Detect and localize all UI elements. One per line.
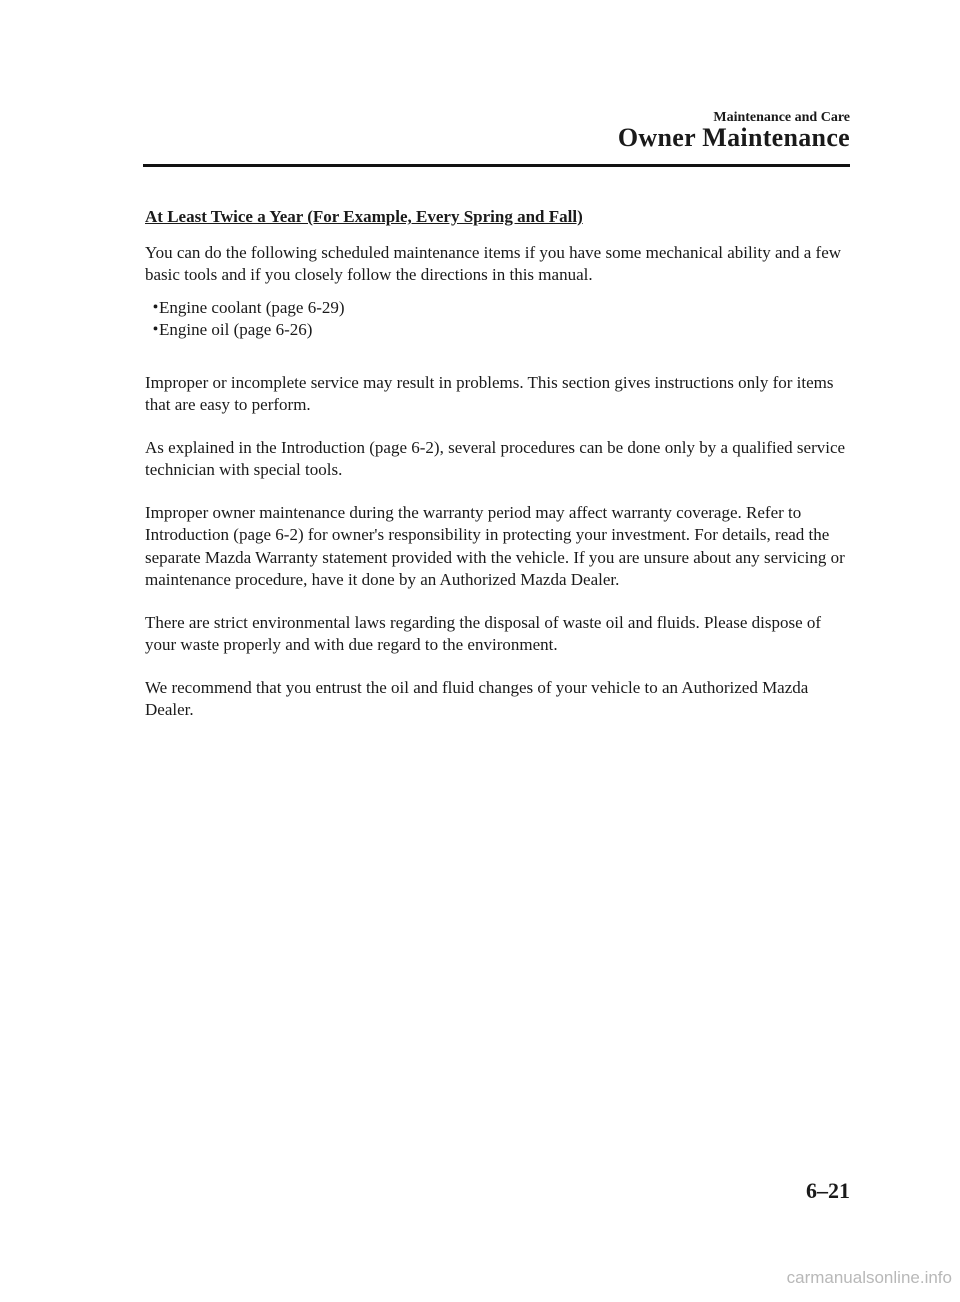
dealer-recommendation-paragraph: We recommend that you entrust the oil and fluid changes of your vehicle to an Authorized Mazda Dealer. — [145, 677, 809, 719]
improper-service-paragraph: Improper or incomplete service may result in problems. This section gives instructions only for items that are easy to perform. — [145, 372, 834, 414]
intro-paragraph: You can do the following scheduled maintenance items if you have some mechanical ability and a few basic tools and if you closely follow the directions in this manual. — [145, 242, 842, 284]
maintenance-items-list — [145, 297, 850, 342]
schedule-subheading: At Least Twice a Year (For Example, Every Spring and Fall) — [145, 207, 583, 226]
qualified-technician-paragraph: As explained in the Introduction (page 6-2), several procedures can be done only by a qualified service technician with special tools. — [145, 437, 846, 479]
header-rule — [143, 164, 850, 167]
watermark: carmanualsonline.info — [786, 1268, 952, 1287]
page-number: 6–21 — [806, 1178, 850, 1203]
list-item-text: Engine oil (page 6-26) — [159, 320, 313, 339]
list-item — [145, 319, 850, 342]
section-title: Owner Maintenance — [617, 123, 850, 152]
list-item — [145, 297, 850, 320]
section-kicker: Maintenance and Care — [713, 110, 850, 125]
list-item-text: Engine coolant (page 6-29) — [159, 297, 345, 317]
page-content — [145, 206, 850, 742]
bullet-icon: ・ — [147, 320, 164, 339]
bullet-icon: ・ — [147, 297, 164, 317]
warranty-paragraph: Improper owner maintenance during the warranty period may affect warranty coverage. Refer to Introduction (page 6-2) for owner's responsibility in protecting your investment. For details, read the separate Mazda Warranty statement provided with the vehicle. If you are unsure about any servicing or maintenance procedure, have it done by an Authorized Mazda Dealer. — [145, 502, 845, 589]
environment-paragraph: There are strict environmental laws regarding the disposal of waste oil and fluids. Please dispose of your waste properly and with due regard to the environment. — [145, 612, 822, 654]
